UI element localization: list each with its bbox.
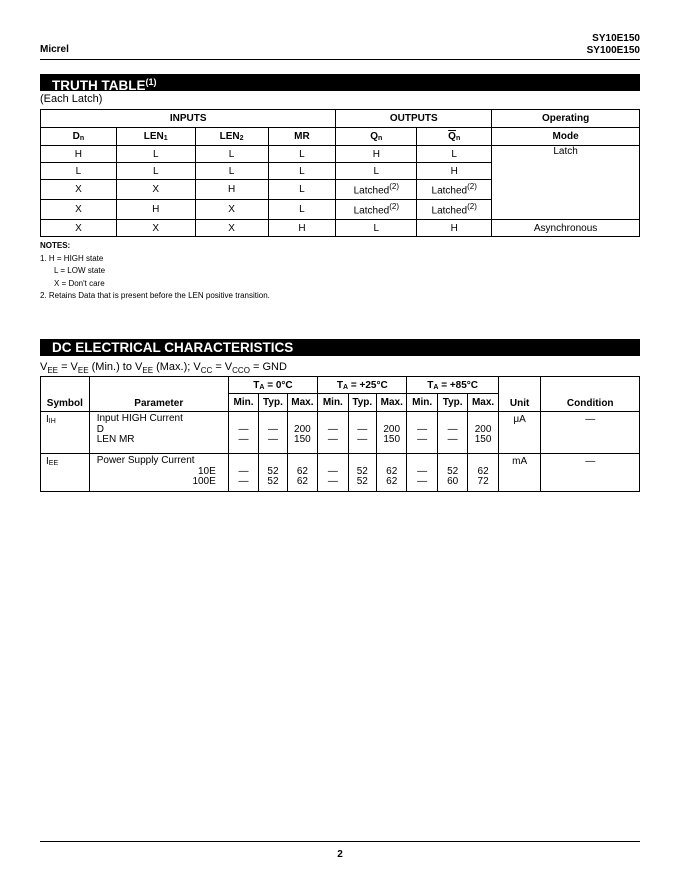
h-parameter: Parameter — [89, 377, 228, 412]
truth-table-title-bar — [40, 74, 640, 91]
h-ta0: $T_A = 0^\circ C$ — [228, 377, 317, 394]
part-numbers — [587, 33, 640, 57]
h-unit: Unit — [498, 377, 541, 412]
col-mr: MR — [268, 128, 336, 146]
mode-async: Asynchronous — [492, 220, 640, 237]
note-1c: X = Don't care — [54, 278, 105, 288]
mode-header: Mode — [492, 128, 640, 146]
table-row: X H X L Latched$^{(2)}$ Latched$^{(2)}$ — [41, 200, 640, 220]
truth-table — [40, 109, 640, 237]
part-number-1: SY10E150 — [592, 33, 640, 44]
header-rule — [40, 59, 640, 60]
h-condition: Condition — [541, 377, 640, 412]
notes — [40, 240, 270, 303]
dc-title: DC ELECTRICAL CHARACTERISTICS — [52, 340, 294, 355]
dc-table: Symbol Parameter $T_A = 0^\circ C$ $T_A = +25^\circ C$ $T_A = +85^\circ C$ Unit Condition Min. Typ. Max. Min. Typ. Max. Min. Typ. Max. $I_{IH}$ Input HIGH Current D LEN MR — — — — 200 150 — — — — 200 150 — — — — 200 150 μA — $I_{EE}$ Power Supply Current 10E 100E — — 52 52 62 62 — — 52 52 62 62 — — 52 60 62 72 mA — — [40, 376, 640, 492]
table-row: L L L L L H — [41, 163, 640, 180]
table-row: $I_{IH}$ Input HIGH Current D LEN MR — — — — 200 150 — — — — 200 150 — — — — 200 150 μA — — [41, 412, 640, 454]
outputs-group-header: OUTPUTS — [336, 110, 492, 128]
truth-table-title: TRUTH TABLE — [52, 78, 146, 93]
note-1b: L = LOW state — [54, 266, 106, 276]
col-d: $D_n$ — [41, 128, 117, 146]
operating-header: Operating — [492, 110, 640, 128]
truth-table-subtitle: (Each Latch) — [40, 93, 103, 105]
mode-latch: Latch — [492, 146, 640, 220]
h-ta25: $T_A = +25^\circ C$ — [318, 377, 407, 394]
col-q-bar: $\overline{Q}_n$ — [417, 128, 492, 146]
table-row: H L L L H L Latch — [41, 146, 640, 163]
dc-title-bar — [40, 339, 640, 356]
note-1: 1. H = HIGH state — [40, 253, 104, 263]
truth-table-title-note: (1) — [145, 77, 157, 87]
notes-heading: NOTES: — [40, 241, 71, 250]
page-number: 2 — [337, 849, 343, 860]
dc-conditions: $V_{EE} = V_{EE}$ (Min.) to $V_{EE}$ (Max.); $V_{CC} = V_{CCO}$ = GND — [40, 361, 287, 376]
h-ta85: $T_A = +85^\circ C$ — [407, 377, 498, 394]
col-len2: $LEN_2$ — [195, 128, 268, 146]
table-row: X X H L Latched$^{(2)}$ Latched$^{(2)}$ — [41, 180, 640, 200]
col-q: $Q_n$ — [336, 128, 417, 146]
company-name: Micrel — [40, 44, 69, 55]
part-number-2: SY100E150 — [586, 45, 640, 56]
note-2: 2. Retains Data that is present before the LEN positive transition. — [40, 291, 270, 301]
footer-rule — [40, 841, 640, 842]
inputs-group-header: INPUTS — [41, 110, 336, 128]
h-symbol: Symbol — [41, 377, 90, 412]
table-row: $I_{EE}$ Power Supply Current 10E 100E — — 52 52 62 62 — — 52 52 62 62 — — 52 60 62 72 mA — — [41, 454, 640, 492]
table-row: X X X H L H Asynchronous — [41, 220, 640, 237]
col-len1: $LEN_1$ — [116, 128, 195, 146]
